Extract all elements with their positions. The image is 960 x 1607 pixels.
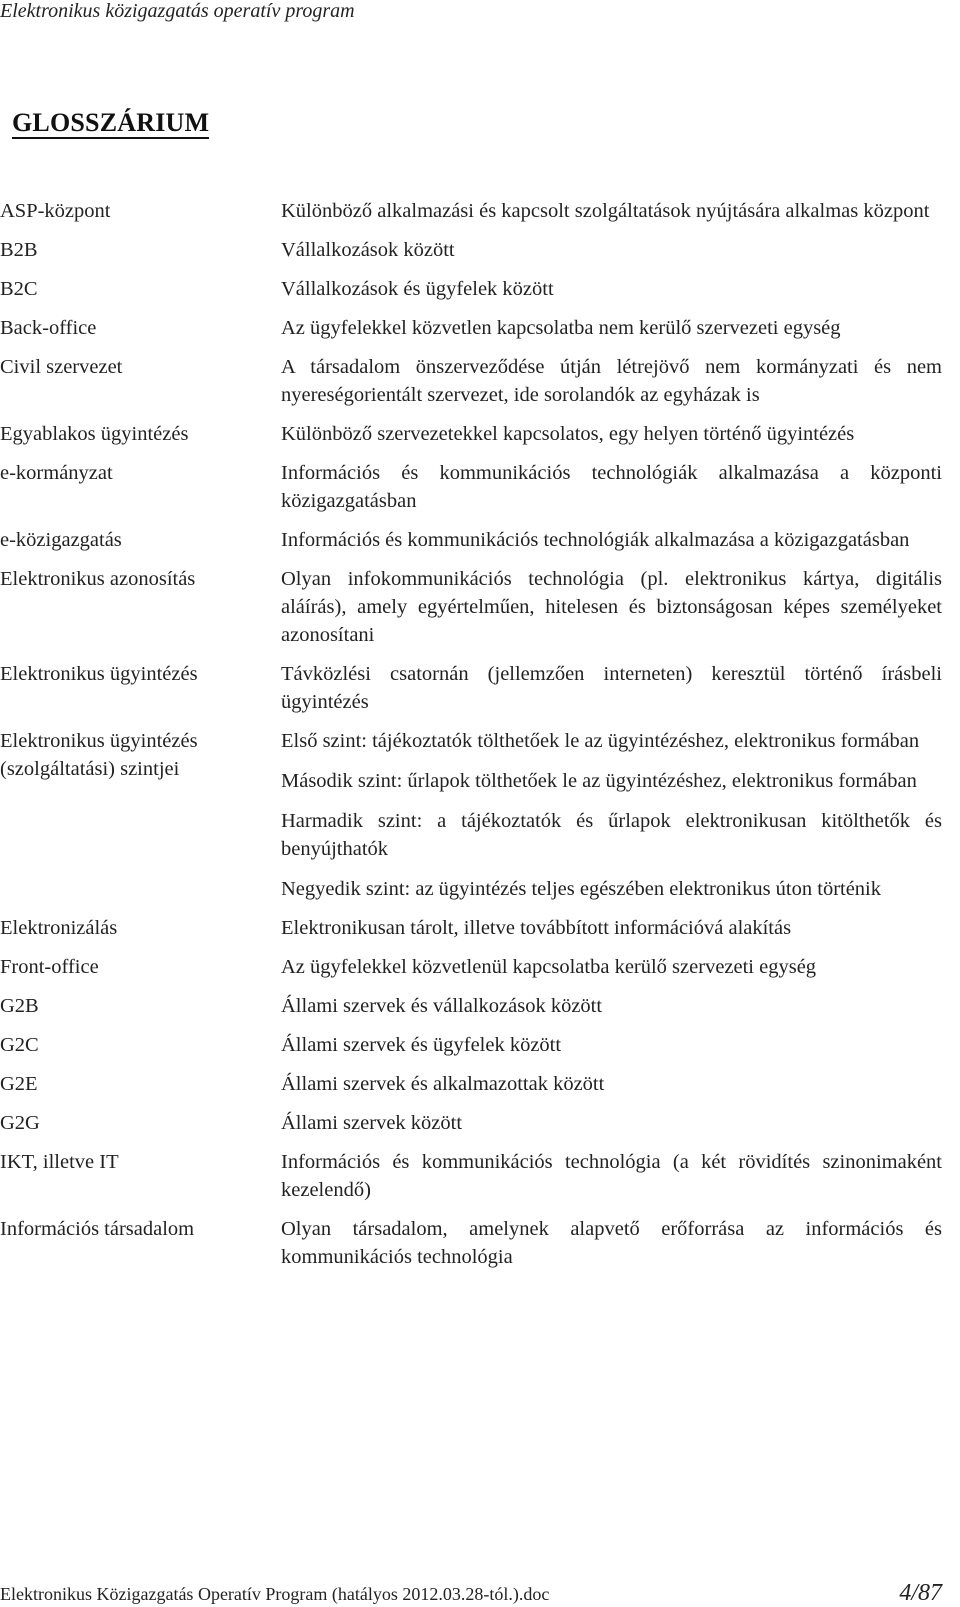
glossary-term: B2C [0, 278, 38, 300]
glossary-entry [0, 526, 942, 554]
glossary-term: Információs társadalom [0, 1218, 195, 1240]
glossary-definition [281, 420, 942, 448]
glossary-definition [281, 1031, 942, 1059]
glossary-definition-text: Vállalkozások között [281, 239, 455, 261]
glossary-term: Front-office [0, 956, 99, 978]
glossary-definition-text: Állami szervek között [281, 1112, 463, 1134]
glossary-term: ASP-központ [0, 200, 111, 222]
glossary-definition [281, 660, 942, 716]
glossary-entry [0, 275, 942, 303]
glossary-entry [0, 1148, 942, 1204]
glossary-definition-text: Első szint: tájékoztatók tölthetőek le az ügyintézéshez, elektronikus formában [281, 730, 920, 752]
glossary-definition-text: Elektronikusan tárolt, illetve továbbított információvá alakítás [281, 917, 792, 939]
glossary-entry [0, 992, 942, 1020]
glossary-term: Back-office [0, 317, 97, 339]
glossary-definition-text: A társadalom önszerveződése útján létrejövő nem kormányzati és nem nyereségorientált szervezet, ide sorolandók az egyházak is [281, 356, 942, 406]
glossary-definition-text: Az ügyfelekkel közvetlen kapcsolatba nem kerülő szervezeti egység [281, 317, 841, 339]
glossary-definition-text: Vállalkozások és ügyfelek között [281, 278, 554, 300]
running-header: Elektronikus közigazgatás operatív program [0, 0, 355, 22]
glossary-entry [0, 727, 942, 903]
glossary-term: Elektronikus ügyintézés (szolgáltatási) szintjei [0, 730, 198, 780]
glossary-definition-text: Különböző szervezetekkel kapcsolatos, egy helyen történő ügyintézés [281, 423, 855, 445]
glossary-definition-text: Olyan infokommunikációs technológia (pl. elektronikus kártya, digitális aláírás), amely egyértelműen, hitelesen és biztonságosan képes személyeket azonosítani [281, 568, 942, 646]
glossary-entry [0, 314, 942, 342]
glossary-definition [281, 459, 942, 515]
glossary-definition [281, 1109, 942, 1137]
glossary-definition-text: Második szint: űrlapok tölthetőek le az ügyintézéshez, elektronikus formában [281, 770, 917, 792]
glossary-definition [281, 353, 942, 409]
glossary-term: G2G [0, 1112, 40, 1134]
footer-document-name: Elektronikus Közigazgatás Operatív Program (hatályos 2012.03.28-tól.).doc [0, 1584, 550, 1604]
glossary-term: G2E [0, 1073, 38, 1095]
glossary-entry [0, 1070, 942, 1098]
glossary-definition-text: Állami szervek és ügyfelek között [281, 1034, 562, 1056]
glossary-definition [281, 197, 942, 225]
glossary-definition-text: Állami szervek és alkalmazottak között [281, 1073, 605, 1095]
glossary-list [0, 197, 942, 1271]
glossary-definition-text: Állami szervek és vállalkozások között [281, 995, 603, 1017]
glossary-entry [0, 236, 942, 264]
glossary-definition-text: Távközlési csatornán (jellemzően interneten) keresztül történő írásbeli ügyintézés [281, 663, 942, 713]
glossary-definition [281, 275, 942, 303]
glossary-definition [281, 1070, 942, 1098]
glossary-definition-text: Információs és kommunikációs technológia (a két rövidítés szinonimaként kezelendő) [281, 1151, 942, 1201]
glossary-term: Elektronizálás [0, 917, 118, 939]
glossary-definition-text: Negyedik szint: az ügyintézés teljes egészében elektronikus úton történik [281, 878, 882, 900]
page-footer [0, 1580, 942, 1607]
glossary-entry [0, 420, 942, 448]
glossary-entry [0, 1215, 942, 1271]
glossary-entry [0, 353, 942, 409]
page-number: 4/87 [899, 1580, 942, 1606]
glossary-definition [281, 953, 942, 981]
glossary-definition [281, 1215, 942, 1271]
glossary-entry [0, 1031, 942, 1059]
glossary-term: IKT, illetve IT [0, 1151, 119, 1173]
glossary-term: B2B [0, 239, 38, 261]
glossary-entry [0, 953, 942, 981]
glossary-entry [0, 914, 942, 942]
glossary-definition [281, 314, 942, 342]
glossary-entry [0, 660, 942, 716]
glossary-definition [281, 236, 942, 264]
page-title: GLOSSZÁRIUM [12, 108, 210, 137]
glossary-definition [281, 565, 942, 649]
glossary-definition-text: Különböző alkalmazási és kapcsolt szolgáltatások nyújtására alkalmas központ [281, 200, 930, 222]
glossary-definition-text: Harmadik szint: a tájékoztatók és űrlapok elektronikusan kitölthetők és benyújthatók [281, 810, 942, 860]
glossary-term: Elektronikus azonosítás [0, 568, 196, 590]
glossary-definition-text: Olyan társadalom, amelynek alapvető erőforrása az információs és kommunikációs technológia [281, 1218, 942, 1268]
glossary-definition [281, 526, 942, 554]
glossary-definition-text: Információs és kommunikációs technológiák alkalmazása a közigazgatásban [281, 529, 910, 551]
glossary-definition-text: Információs és kommunikációs technológiák alkalmazása a központi közigazgatásban [281, 462, 942, 512]
glossary-term: Civil szervezet [0, 356, 123, 378]
glossary-definition [281, 914, 942, 942]
glossary-definition-text: Az ügyfelekkel közvetlenül kapcsolatba kerülő szervezeti egység [281, 956, 817, 978]
glossary-definition [281, 727, 942, 903]
glossary-entry [0, 459, 942, 515]
glossary-entry [0, 565, 942, 649]
glossary-term: e-közigazgatás [0, 529, 122, 551]
glossary-term: G2C [0, 1034, 39, 1056]
glossary-term: G2B [0, 995, 39, 1017]
glossary-entry [0, 1109, 942, 1137]
glossary-term: Elektronikus ügyintézés [0, 663, 198, 685]
glossary-definition [281, 992, 942, 1020]
glossary-term: e-kormányzat [0, 462, 113, 484]
glossary-term: Egyablakos ügyintézés [0, 423, 189, 445]
glossary-entry [0, 197, 942, 225]
glossary-definition [281, 1148, 942, 1204]
